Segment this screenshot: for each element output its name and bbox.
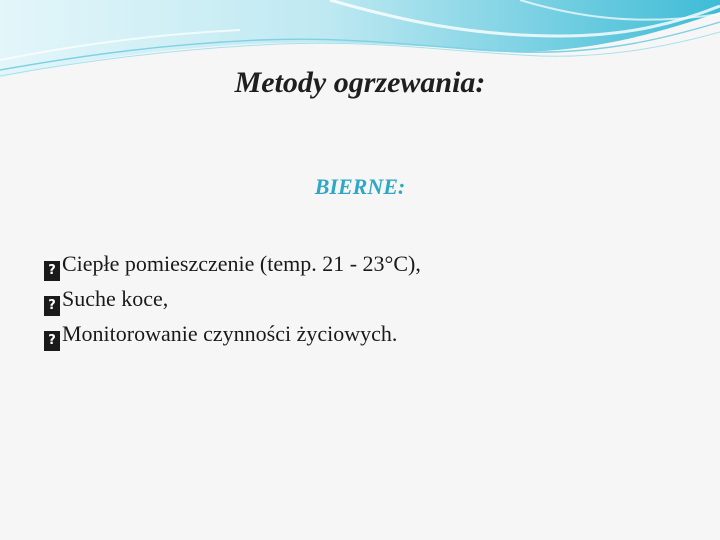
- slide-title: Metody ogrzewania:: [234, 66, 486, 99]
- list-item-text: Suche koce,: [62, 286, 169, 311]
- list-item: [44, 281, 421, 316]
- section-subtitle: BIERNE:: [314, 174, 406, 199]
- bullet-list: [44, 246, 421, 351]
- missing-glyph-icon: ?: [44, 261, 60, 281]
- list-item: [44, 246, 421, 281]
- missing-glyph-icon: ?: [44, 331, 60, 351]
- list-item-text: Monitorowanie czynności życiowych.: [62, 321, 398, 346]
- missing-glyph-icon: ?: [44, 296, 60, 316]
- list-item-text: Ciepłe pomieszczenie (temp. 21 - 23°C),: [62, 251, 421, 276]
- list-item: [44, 316, 421, 351]
